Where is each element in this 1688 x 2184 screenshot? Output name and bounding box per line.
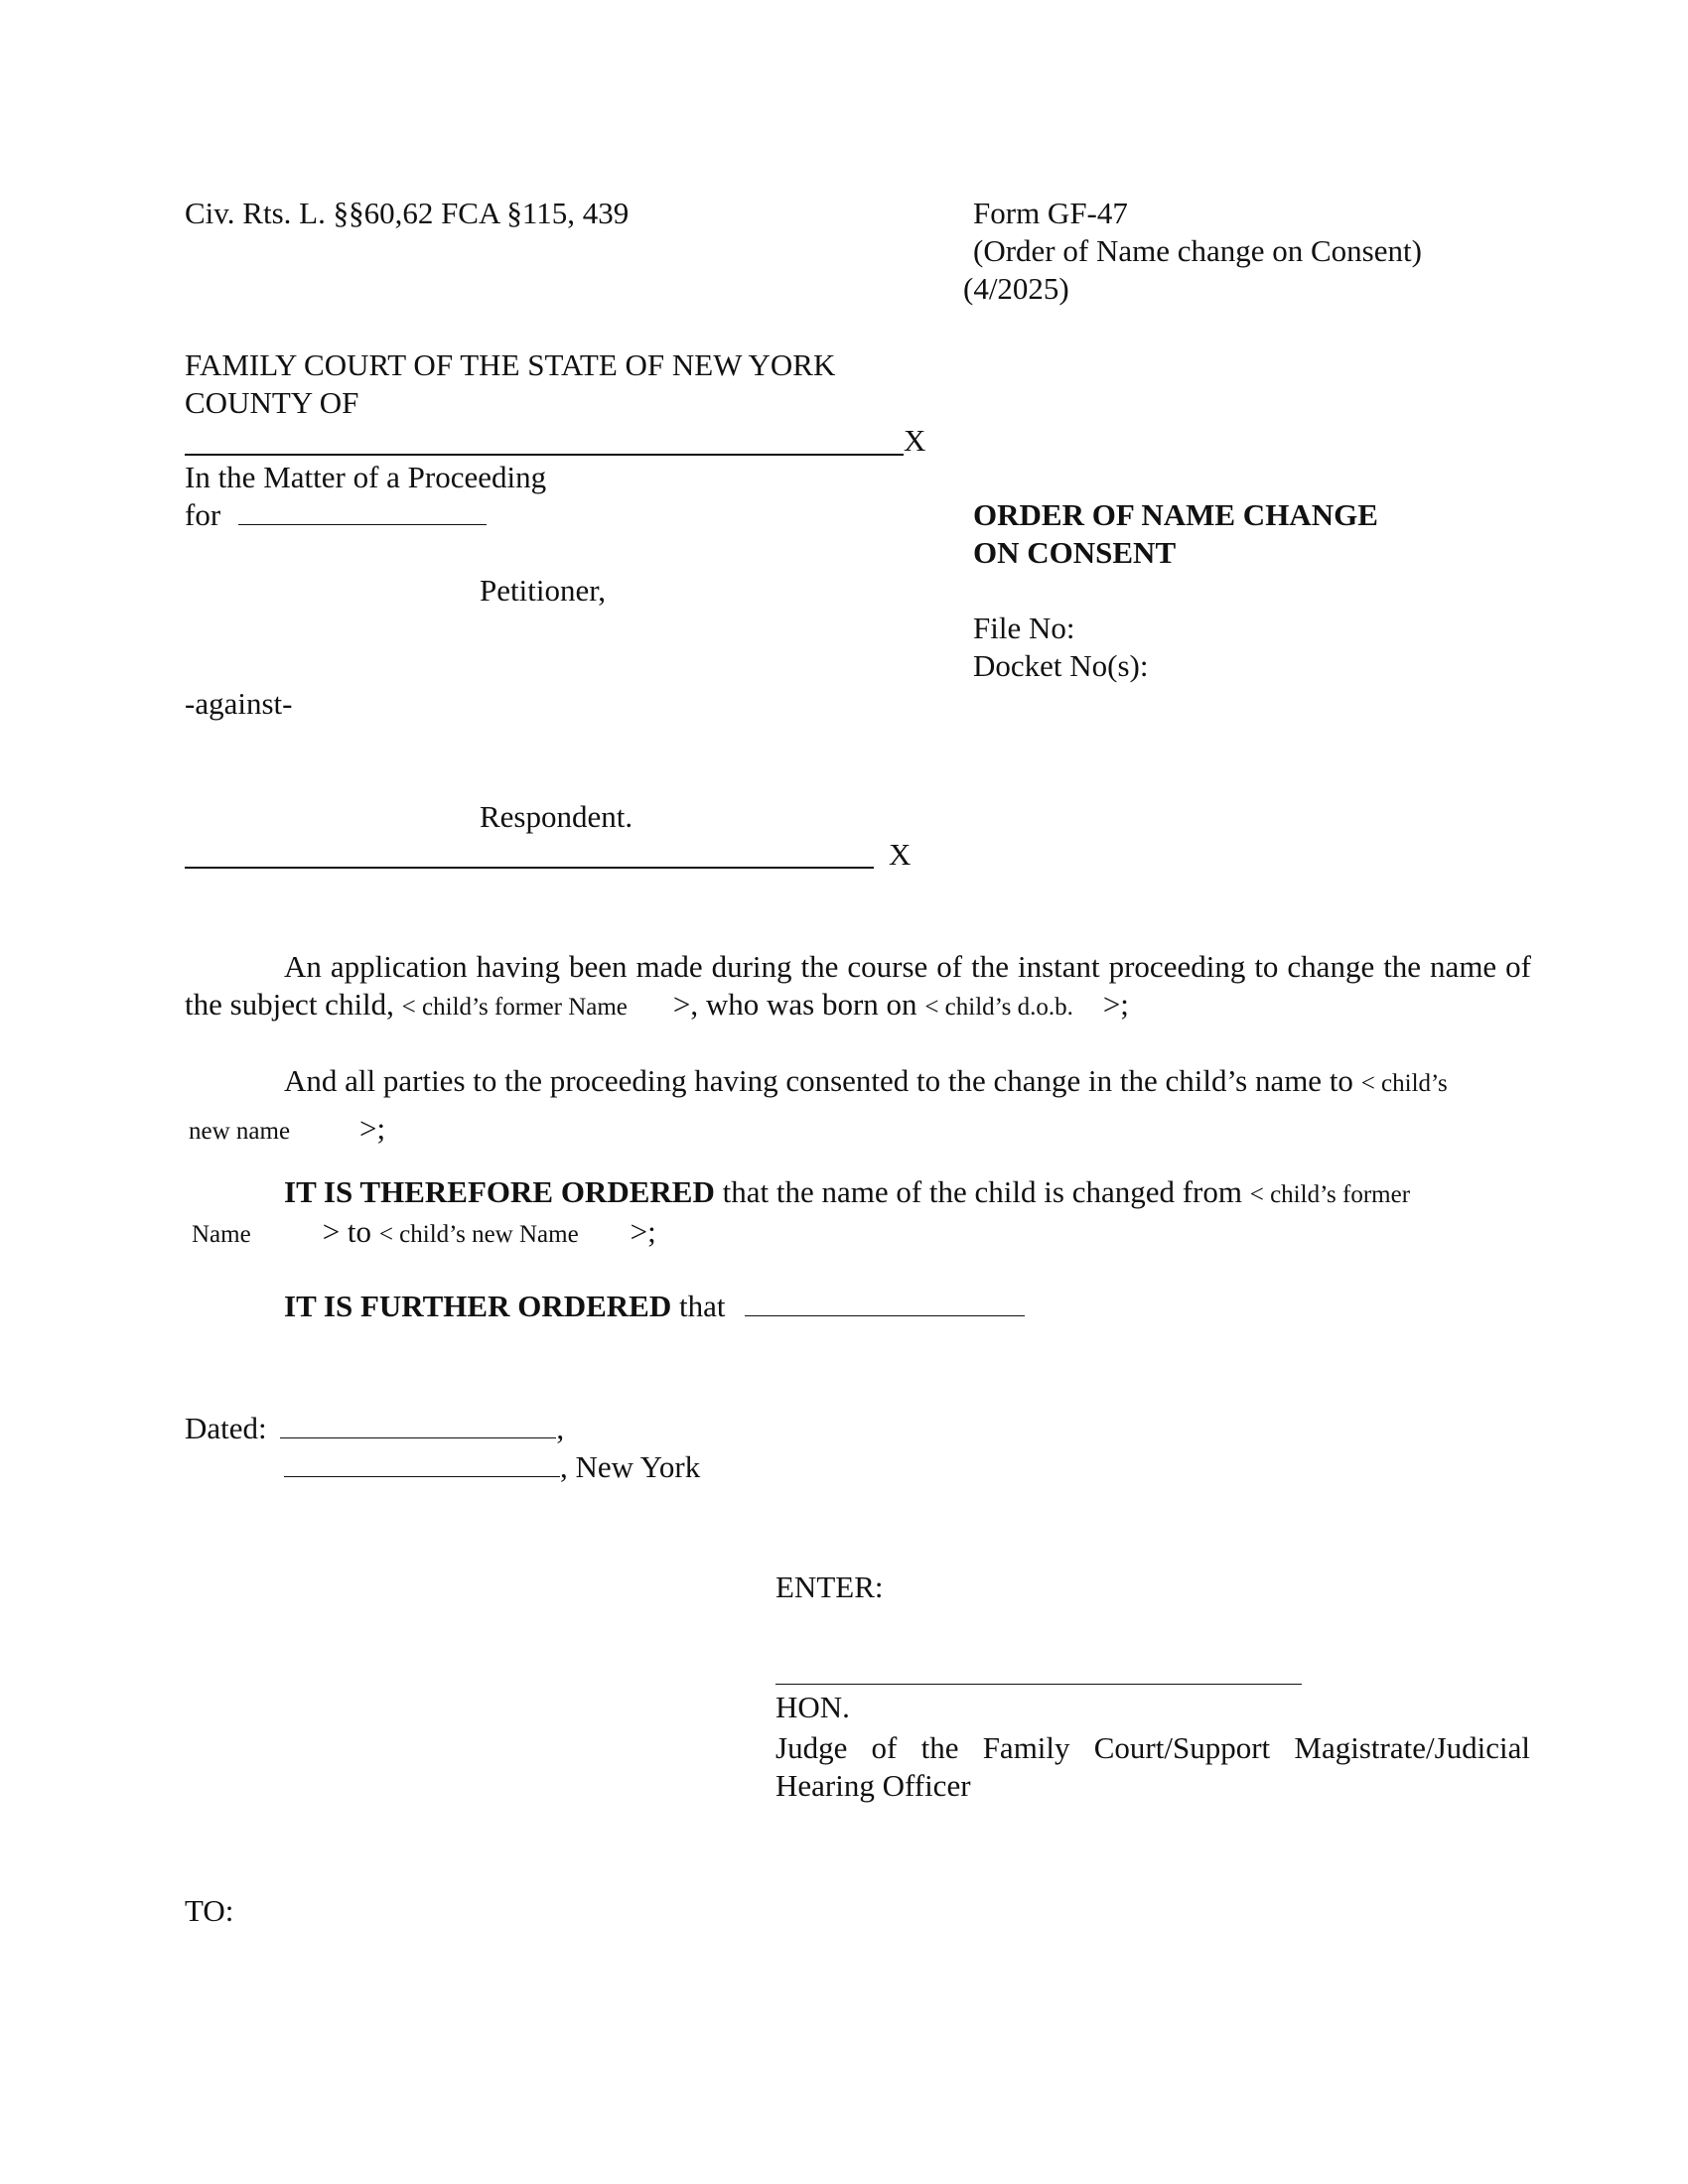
- judge-title-line1: Judge of the Family Court/Support Magistrate/Judicial: [775, 1730, 1530, 1765]
- caption-bottom-rule: [185, 867, 874, 869]
- hon-label: HON.: [775, 1690, 850, 1724]
- for-label: for: [185, 497, 221, 532]
- respondent-label: Respondent.: [480, 799, 633, 834]
- county-label: COUNTY OF: [185, 385, 359, 420]
- paragraph-application: [185, 948, 1531, 1026]
- signature-line[interactable]: [775, 1684, 1302, 1685]
- therefore-ordered-text: IT IS THEREFORE ORDERED that the name of the child is changed from < child’s former: [284, 1174, 1411, 1209]
- consent-text: And all parties to the proceeding having consented to the change in the child’s name to < child’s: [284, 1063, 1448, 1098]
- to-label: TO:: [185, 1893, 234, 1928]
- child-new-name-placeholder-b[interactable]: new name: [189, 1118, 291, 1145]
- new-york-label: , New York: [560, 1449, 701, 1484]
- caption-top-rule: [185, 454, 904, 456]
- form-number: Form GF-47: [973, 196, 1128, 230]
- dated-line: Dated: ,: [185, 1411, 565, 1445]
- p2-end: >;: [359, 1111, 386, 1146]
- child-new-name-placeholder-2[interactable]: < child’s new Name: [378, 1221, 579, 1248]
- p1-end: >;: [1102, 987, 1129, 1022]
- consent-text-line2: [189, 1110, 385, 1151]
- location-blank[interactable]: [284, 1448, 560, 1477]
- caption-x-top: X: [904, 423, 926, 458]
- for-blank[interactable]: [238, 496, 487, 525]
- against-label: -against-: [185, 686, 293, 721]
- petitioner-label: Petitioner,: [480, 573, 607, 608]
- to-text: > to: [322, 1214, 372, 1249]
- order-title-line2: ON CONSENT: [973, 535, 1177, 570]
- matter-line: In the Matter of a Proceeding: [185, 460, 547, 494]
- docket-no-label: Docket No(s):: [973, 648, 1149, 683]
- caption-x-bottom: X: [889, 837, 912, 872]
- born-on-text: >, who was born on: [672, 987, 917, 1022]
- child-former-name-placeholder[interactable]: < child’s former Name: [401, 994, 628, 1021]
- therefore-ordered-line2: [192, 1213, 656, 1254]
- location-line: [284, 1448, 700, 1486]
- for-line: [185, 496, 487, 534]
- judge-title-line2: Hearing Officer: [775, 1768, 971, 1803]
- form-title: (Order of Name change on Consent): [973, 233, 1422, 268]
- application-text: An application having been made during the course of the instant proceeding to change the name of the subject child,: [185, 949, 1531, 1022]
- form-date: (4/2025): [963, 271, 1069, 306]
- therefore-ordered-heading: IT IS THEREFORE ORDERED: [284, 1174, 715, 1209]
- child-former-name-placeholder-2b[interactable]: Name: [192, 1221, 251, 1248]
- date-blank[interactable]: [280, 1410, 556, 1438]
- child-former-name-placeholder-2a[interactable]: < child’s former: [1249, 1181, 1411, 1208]
- further-ordered-blank[interactable]: [745, 1288, 1025, 1316]
- order-title-line1: ORDER OF NAME CHANGE: [973, 497, 1378, 532]
- court-name: FAMILY COURT OF THE STATE OF NEW YORK: [185, 347, 836, 382]
- further-ordered-text: IT IS FURTHER ORDERED that: [284, 1288, 1025, 1325]
- child-dob-placeholder[interactable]: < child’s d.o.b.: [924, 994, 1073, 1021]
- dated-label: Dated:: [185, 1411, 267, 1445]
- statute-citation: Civ. Rts. L. §§60,62 FCA §115, 439: [185, 196, 630, 230]
- enter-label: ENTER:: [775, 1570, 884, 1604]
- p3-end: >;: [630, 1214, 656, 1249]
- file-no-label: File No:: [973, 611, 1075, 645]
- further-ordered-heading: IT IS FURTHER ORDERED: [284, 1289, 672, 1323]
- child-new-name-placeholder-a[interactable]: < child’s: [1360, 1070, 1448, 1097]
